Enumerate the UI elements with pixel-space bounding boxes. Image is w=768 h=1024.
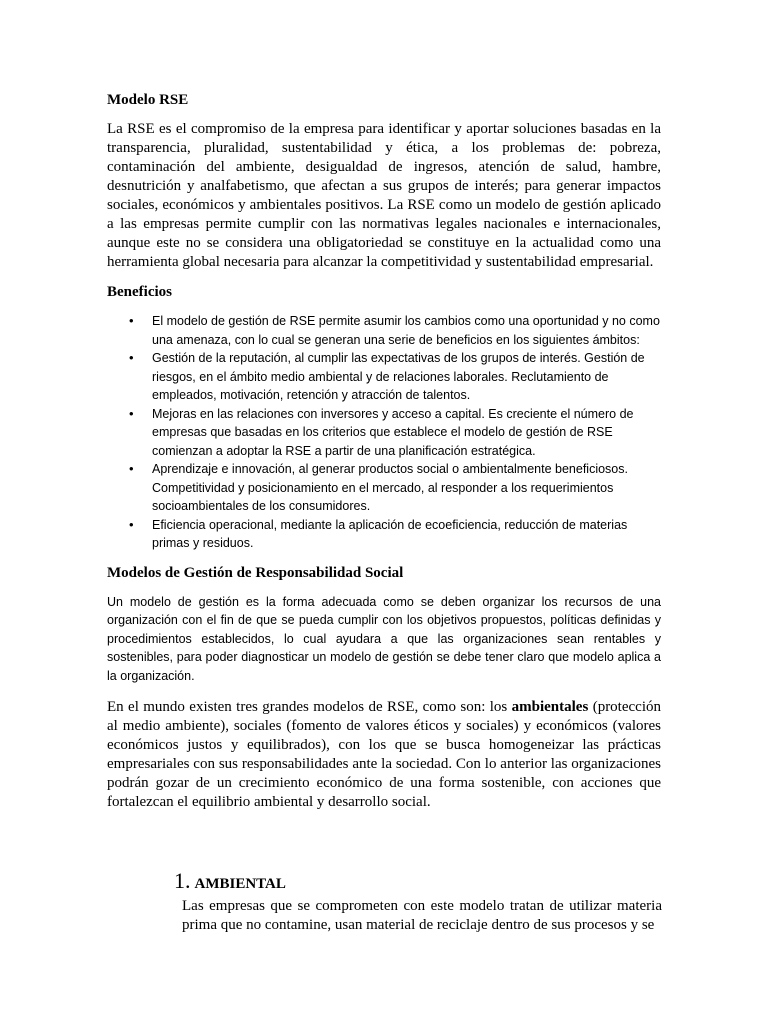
list-item bbox=[107, 349, 661, 405]
section-title: AMBIENTAL bbox=[194, 876, 286, 892]
bullet-icon: • bbox=[129, 313, 134, 328]
list-item-text: Mejoras en las relaciones con inversores y acceso a capital. Es creciente el número de empresas que basadas en los criterios que establece el modelo de gestión de RSE comienzan a adoptar la RSE a partir de una planificación estratégica. bbox=[152, 406, 634, 458]
modelos-gestion-heading: Modelos de Gestión de Responsabilidad Social bbox=[107, 564, 404, 581]
list-item-text: El modelo de gestión de RSE permite asumir los cambios como una oportunidad y no como una amenaza, con lo cual se generan una serie de beneficios en los siguientes ámbitos: bbox=[152, 314, 660, 347]
modelo-rse-paragraph: La RSE es el compromiso de la empresa para identificar y aportar soluciones basadas en la transparencia, pluralidad, sustentabilidad y ética, a los problemas de: pobreza, contaminación del ambiente, desigualdad de ingresos, atención de salud, hambre, desnutrición y analfabetismo, que afectan a sus grupos de interés; para generar impactos sociales, económicos y ambientales positivos. La RSE como un modelo de gestión aplicado a las empresas permite cumplir con las normativas legales nacionales e internacionales, aunque este no se considera una obligatoriedad se constituye en la actualidad como una herramienta global necesaria para alcanzar la competitividad y sustentabilidad empresarial. bbox=[107, 121, 661, 270]
bullet-icon: • bbox=[129, 350, 134, 365]
bullet-icon: • bbox=[129, 405, 134, 421]
bullet-icon: • bbox=[129, 461, 134, 476]
beneficios-list bbox=[107, 312, 661, 553]
list-item bbox=[107, 460, 661, 516]
ambiental-section bbox=[174, 868, 662, 935]
ambiental-paragraph: Las empresas que se comprometen con este modelo tratan de utilizar materia prima que no contamine, usan material de reciclaje dentro de sus procesos y se bbox=[182, 898, 662, 933]
section-number: 1. bbox=[174, 868, 191, 893]
list-item-text: Aprendizaje e innovación, al generar productos social o ambientalmente beneficiosos. Competitividad y posicionamiento en el mercado, al responder a los requerimientos socioambientales de los consumidores. bbox=[152, 462, 628, 513]
list-item bbox=[107, 516, 661, 553]
modelos-gestion-paragraph: Un modelo de gestión es la forma adecuada como se deben organizar los recursos de una organización con el fin de que se pueda cumplir con los objetivos propuestos, políticas definidas y procedimientos establecidos, lo cual ayudara a que las organizaciones sean rentables y sostenibles, para poder diagnosticar un modelo de gestión se debe tener claro que modelo aplica a la organización. bbox=[107, 594, 661, 683]
list-item-text: Eficiencia operacional, mediante la aplicación de ecoeficiencia, reducción de materias primas y residuos. bbox=[152, 517, 628, 550]
list-item bbox=[107, 312, 661, 349]
list-item-text: Gestión de la reputación, al cumplir las expectativas de los grupos de interés. Gestión de riesgos, en el ámbito medio ambiental y de relaciones laborales. Reclutamiento de empleados, motivación, retención y atracción de talentos. bbox=[152, 351, 645, 402]
tres-modelos-text-end: (protección al medio ambiente), sociales (fomento de valores éticos y sociales) y económicos (valores económicos justos y equilibrados), con los que se busca homogeneizar las prácticas empresariales con sus responsabilidades ante la sociedad. Con lo anterior las organizaciones podrán gozar de un crecimiento económico de una forma sostenible, con acciones que fortalezcan el equilibrio ambiental y desarrollo social. bbox=[107, 699, 661, 810]
tres-modelos-paragraph bbox=[107, 698, 661, 812]
bullet-icon: • bbox=[129, 516, 134, 532]
tres-modelos-text-start: En el mundo existen tres grandes modelos de RSE, como son: los bbox=[107, 699, 512, 715]
modelo-rse-heading: Modelo RSE bbox=[107, 92, 189, 108]
beneficios-heading: Beneficios bbox=[107, 284, 172, 300]
ambiental-heading bbox=[174, 868, 662, 897]
ambientales-emphasis: ambientales bbox=[511, 699, 589, 715]
document-page bbox=[107, 90, 661, 822]
list-item bbox=[107, 405, 661, 461]
